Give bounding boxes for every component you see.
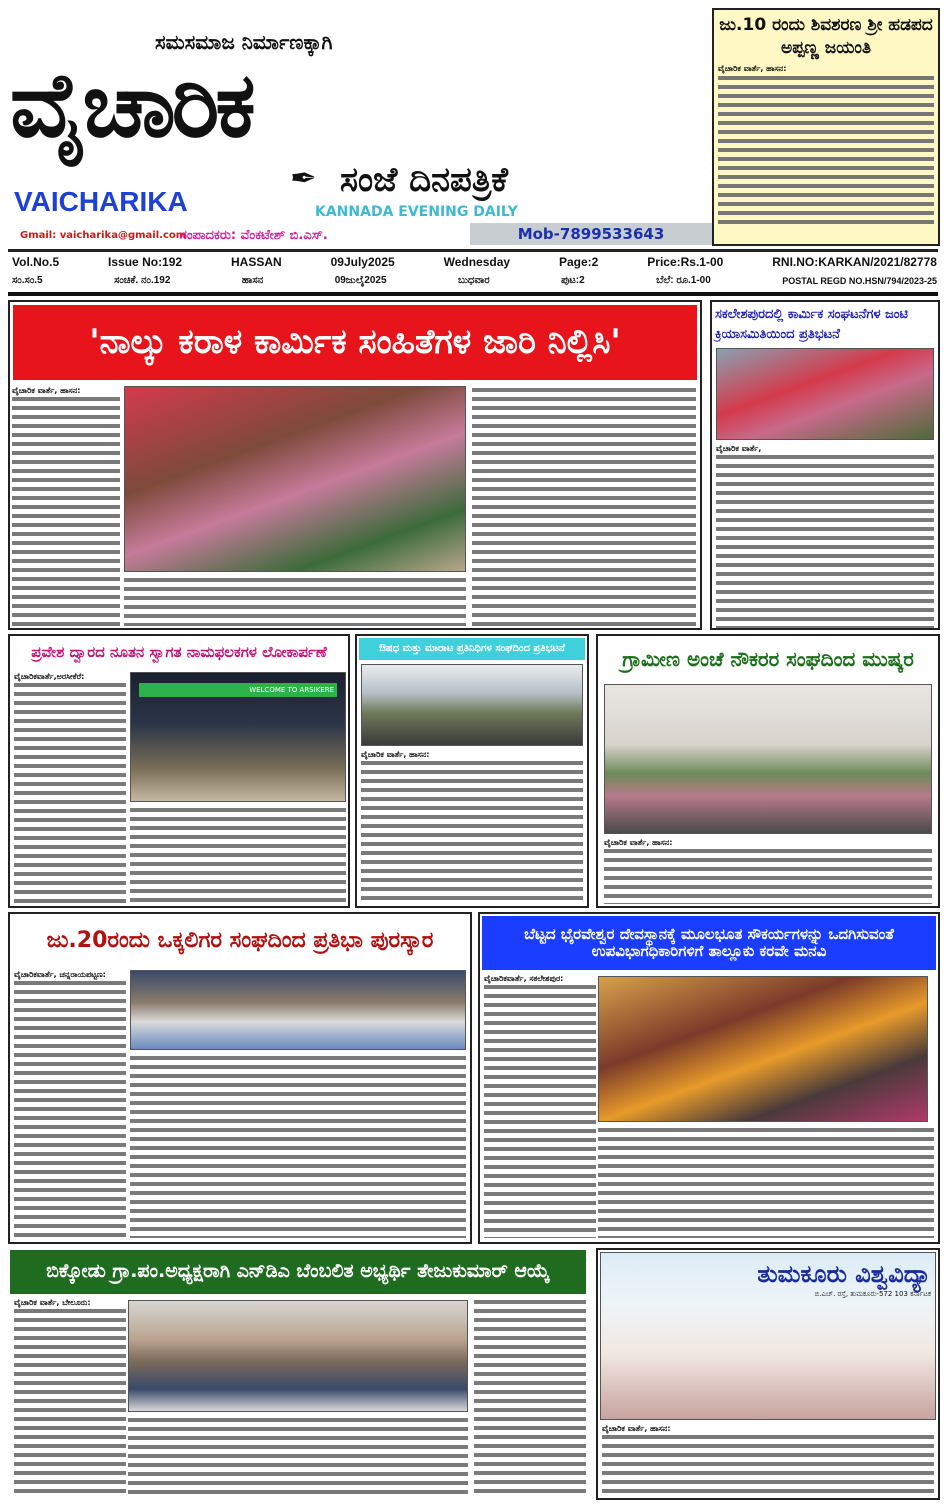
story-main-col1 <box>12 386 120 626</box>
story-bikkodu-lead: ವೈಚಾರಿಕ ವಾರ್ತೆ, ಬೇಲೂರು: <box>14 1298 126 1308</box>
story-protest-body <box>361 750 583 904</box>
story-vokkaliga-body <box>130 1054 466 1238</box>
day-kn: ಬುಧವಾರ <box>457 275 490 286</box>
story-university-photo <box>600 1252 936 1420</box>
notice-body <box>718 74 934 224</box>
story-arsikere[interactable] <box>8 634 350 908</box>
story-postal-photo <box>604 684 932 834</box>
story-postal[interactable] <box>596 634 940 908</box>
story-bikkodu-headline: ಬಿಕ್ಕೋಡು ಗ್ರಾ.ಪಂ.ಅಧ್ಯಕ್ಷರಾಗಿ ಎನ್‌ಡಿಎ ಬೆಂಬಲಿತ ಅಭ್ಯರ್ಥಿ ತೇಜುಕುಮಾರ್ ಆಯ್ಕೆ <box>10 1250 586 1294</box>
story-temple-photo <box>598 976 928 1122</box>
story-protest-body-area <box>357 662 587 906</box>
story-sakleshpur-body <box>716 444 934 630</box>
story-temple-body-area <box>480 972 938 1242</box>
postal-reg: POSTAL REGD NO.HSN/794/2023-25 <box>782 276 937 286</box>
dateline <box>12 255 937 290</box>
story-postal-body <box>604 838 932 904</box>
story-vokkaliga-photo <box>130 970 466 1050</box>
story-sakleshpur-photo <box>716 348 934 440</box>
story-arsikere-photo <box>130 672 346 802</box>
story-university-body <box>602 1424 934 1494</box>
story-sakleshpur-body-area <box>712 347 938 628</box>
story-main-photo <box>124 386 466 572</box>
vol-kn: ಸಂ.ಸಂ.5 <box>12 275 43 286</box>
story-main[interactable] <box>8 300 702 630</box>
notice-box <box>712 8 940 246</box>
story-university-body-area <box>598 1250 938 1498</box>
story-temple-body <box>598 1126 934 1238</box>
story-protest[interactable] <box>355 634 589 908</box>
story-vokkaliga-lead: ವೈಚಾರಿಕವಾರ್ತೆ, ಚನ್ನರಾಯಪಟ್ಟಣ: <box>14 970 126 980</box>
day: Wednesday <box>443 255 511 269</box>
rni: RNI.NO:KARKAN/2021/82778 <box>772 255 937 269</box>
story-temple-headline: ಬೆಟ್ಟದ ಭೈರವೇಶ್ವರ ದೇವಸ್ಥಾನಕ್ಕೆ ಮೂಲಭೂತ ಸೌಕರ್ಯಗಳನ್ನು ಒದಗಿಸುವಂತೆ ಉಪವಿಭಾಗಧಿಕಾರಿಗಳಿಗೆ ತಾಲ್ಲೂಕು ಕರವೇ ಮನವಿ <box>482 916 936 970</box>
story-main-lead: ವೈಚಾರಿಕ ವಾರ್ತೆ, ಹಾಸನ: <box>12 386 120 396</box>
welcome-sign: WELCOME TO ARSIKERE <box>139 683 337 697</box>
story-protest-lead: ವೈಚಾರಿಕ ವಾರ್ತೆ, ಹಾಸನ: <box>361 750 583 760</box>
story-bikkodu-photo <box>128 1300 468 1412</box>
story-university-lead: ವೈಚಾರಿಕ ವಾರ್ತೆ, ಹಾಸನ: <box>602 1424 934 1434</box>
story-temple-col1 <box>484 974 596 1238</box>
story-temple-lead: ವೈಚಾರಿಕವಾರ್ತೆ, ಸಕಲೇಶಪುರ: <box>484 974 596 984</box>
story-bikkodu-col3 <box>474 1298 586 1498</box>
story-bikkodu-body-area <box>10 1296 586 1498</box>
mobile: Mob-7899533643 <box>470 223 712 245</box>
tagline: ಸಮಸಮಾಜ ನಿರ್ಮಾಣಕ್ಕಾಗಿ <box>155 30 333 54</box>
story-arsikere-col1 <box>14 672 126 904</box>
email[interactable]: Gmail: vaicharika@gmail.com <box>20 230 187 241</box>
story-arsikere-lead: ವೈಚಾರಿಕವಾರ್ತೆ,ಅರಸೀಕೆರೆ: <box>14 672 126 682</box>
price: Price:Rs.1-00 <box>647 255 724 269</box>
story-vokkaliga[interactable] <box>8 912 472 1244</box>
story-temple[interactable] <box>478 912 940 1244</box>
date: 09July2025 <box>330 255 395 269</box>
story-arsikere-headline: ಪ್ರವೇಶ ದ್ವಾರದ ನೂತನ ಸ್ವಾಗತ ನಾಮಫಲಕಗಳ ಲೋಕಾರ್ಪಣೆ <box>31 643 327 662</box>
subtitle-english: KANNADA EVENING DAILY <box>315 204 518 220</box>
story-sakleshpur-lead: ವೈಚಾರಿಕ ವಾರ್ತೆ, <box>716 444 934 454</box>
title-english: VAICHARIKA <box>14 186 188 217</box>
story-arsikere-body-area <box>10 670 348 906</box>
story-protest-headline: ಔಷಧ ಮತ್ತು ಮಾರಾಟ ಪ್ರತಿನಿಧಿಗಳ ಸಂಘದಿಂದ ಪ್ರತಿಭಟನೆ <box>359 638 585 660</box>
university-address: ಬಿ.ಎಚ್. ರಸ್ತೆ, ತುಮಕೂರು-572 103 ಕರ್ನಾಟಕ <box>814 1290 931 1298</box>
subtitle-kannada: ಸಂಜೆ ದಿನಪತ್ರಿಕೆ <box>340 160 508 200</box>
rule <box>8 249 938 252</box>
story-bikkodu[interactable] <box>8 1248 588 1500</box>
masthead <box>0 0 710 248</box>
story-vokkaliga-body-area <box>10 968 470 1242</box>
story-postal-body-area <box>598 682 938 906</box>
story-sakleshpur[interactable] <box>710 300 940 630</box>
story-sakleshpur-headline: ಸಕಲೇಶಪುರದಲ್ಲಿ ಕಾರ್ಮಿಕ ಸಂಘಟನೆಗಳ ಜಂಟಿ ಕ್ರಿಯಾಸಮಿತಿಯಿಂದ ಪ್ರತಿಭಟನೆ <box>715 307 909 342</box>
editor: ಸಂಪಾದಕರು: ವೆಂಕಟೇಶ್ ಬಿ.ಎಸ್. <box>180 228 328 243</box>
notice-lead: ವೈಚಾರಿಕ ವಾರ್ತೆ, ಹಾಸನ: <box>718 63 787 73</box>
story-postal-headline: ಗ್ರಾಮೀಣ ಅಂಚೆ ನೌಕರರ ಸಂಘದಿಂದ ಮುಷ್ಕರ <box>622 646 914 671</box>
issue: Issue No:192 <box>108 255 183 269</box>
story-vokkaliga-headline: ಜು.20ರಂದು ಒಕ್ಕಲಿಗರ ಸಂಘದಿಂದ ಪ್ರತಿಭಾ ಪುರಸ್ಕಾರ <box>46 928 434 954</box>
city-kn: ಹಾಸನ <box>241 275 264 286</box>
page: Page:2 <box>558 255 599 269</box>
pen-icon: ✒ <box>290 159 317 197</box>
story-main-col3 <box>472 386 696 626</box>
notice-headline: ಜು.10 ರಂದು ಶಿವಶರಣ ಶ್ರೀ ಹಡಪದ ಅಪ್ಪಣ್ಣ ಜಯಂತಿ <box>719 15 933 58</box>
city: HASSAN <box>231 255 282 269</box>
story-protest-photo <box>361 664 583 746</box>
date-kn: 09ಜುಲೈ2025 <box>334 275 387 286</box>
masthead-logo: ವೈಚಾರಿಕ <box>10 53 252 158</box>
story-bikkodu-body <box>128 1416 468 1498</box>
university-banner: ತುಮಕೂರು ವಿಶ್ವವಿದ್ಯಾ <box>757 1260 931 1288</box>
story-main-col-bottom <box>124 576 466 626</box>
story-arsikere-body <box>130 806 346 904</box>
price-kn: ಬೆಲೆ: ರೂ.1-00 <box>656 275 711 286</box>
story-university[interactable] <box>596 1248 940 1500</box>
story-postal-lead: ವೈಚಾರಿಕ ವಾರ್ತೆ, ಹಾಸನ: <box>604 838 932 848</box>
page-kn: ಪುಟ:2 <box>561 275 585 286</box>
story-main-headline: 'ನಾಲ್ಕು ಕರಾಳ ಕಾರ್ಮಿಕ ಸಂಹಿತೆಗಳ ಜಾರಿ ನಿಲ್ಲಿಸಿ' <box>13 305 697 380</box>
story-bikkodu-col1 <box>14 1298 126 1498</box>
vol: Vol.No.5 <box>12 255 60 269</box>
story-main-body <box>10 383 700 628</box>
story-vokkaliga-col1 <box>14 970 126 1238</box>
issue-kn: ಸಂಚಿಕೆ. ನಂ.192 <box>114 275 171 286</box>
rule <box>8 292 938 296</box>
